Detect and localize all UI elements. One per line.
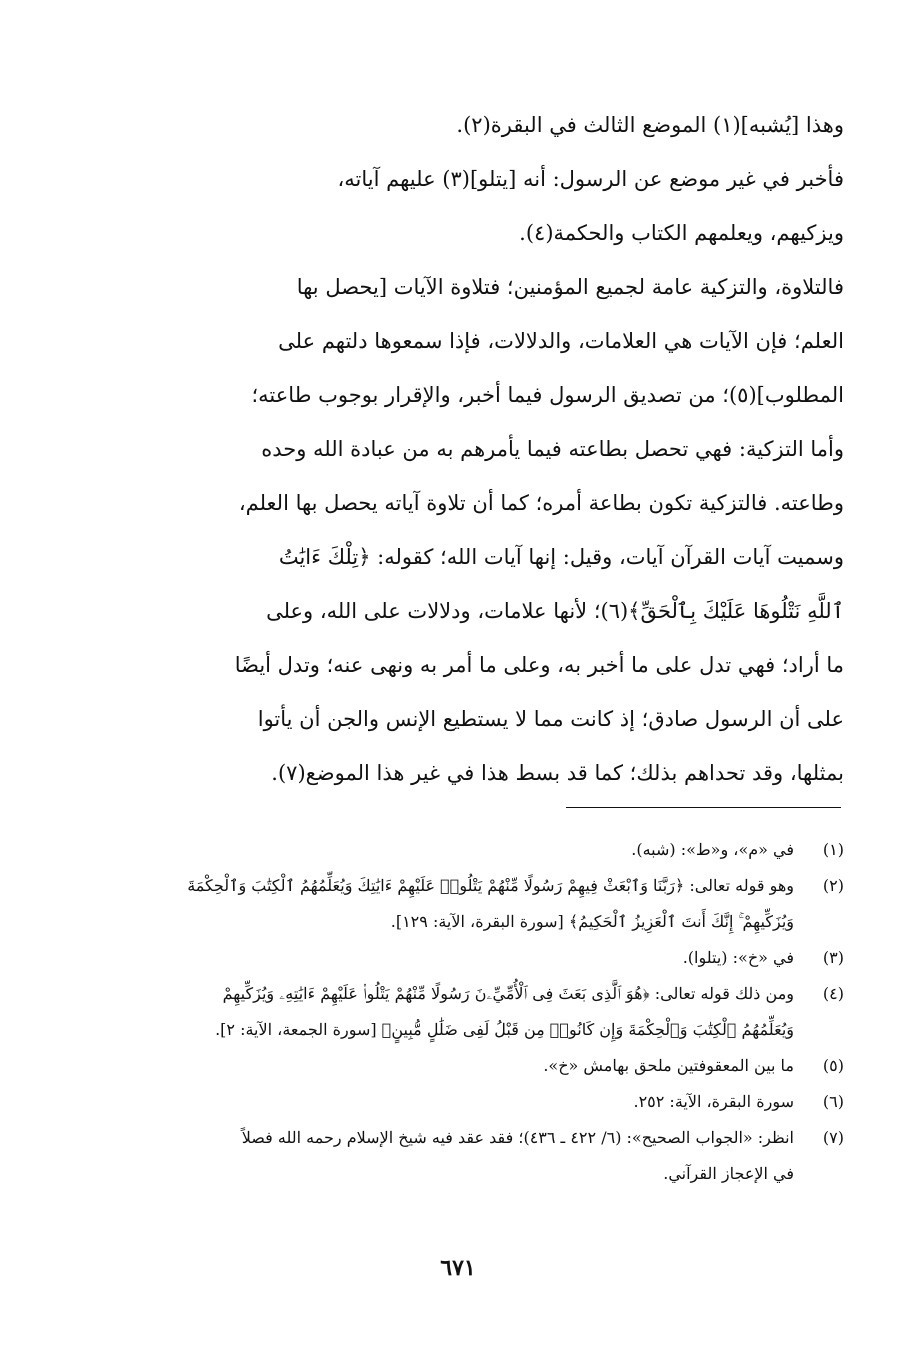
text-line: على أن الرسول صادق؛ إذ كانت مما لا يستطيع الإنس والجن أن يأتوا xyxy=(257,707,844,731)
footnote-6 xyxy=(72,1084,844,1120)
footnote-number: (٤) xyxy=(822,984,844,1003)
text-line: ٱللَّهِ نَتْلُوهَا عَلَيْكَ بِٱلْحَقِّ﴾(٦)؛ لأنها علامات، ودلالات على الله، وعلى xyxy=(266,599,844,623)
footnote-divider xyxy=(566,807,841,808)
text-line: فالتلاوة، والتزكية عامة لجميع المؤمنين؛ فتلاوة الآيات [يحصل بها xyxy=(296,275,844,299)
main-text xyxy=(72,98,844,800)
text-line: وسميت آيات القرآن آيات، وقيل: إنها آيات الله؛ كقوله: ﴿تِلْكَ ءَايَٰتُ xyxy=(278,545,844,569)
text-line: العلم؛ فإن الآيات هي العلامات، والدلالات، فإذا سمعوها دلتهم على xyxy=(278,329,844,353)
footnote-number: (٣) xyxy=(822,948,844,967)
footnotes xyxy=(72,832,844,1192)
text-line: فأخبر في غير موضع عن الرسول: أنه [يتلو](٣) عليهم آياته، xyxy=(337,167,844,191)
footnote-2 xyxy=(72,868,844,940)
text-line: بمثلها، وقد تحداهم بذلك؛ كما قد بسط هذا في غير هذا الموضع(٧). xyxy=(271,761,844,785)
footnote-number: (١) xyxy=(822,840,844,859)
footnote-1 xyxy=(72,832,844,868)
text-line: المطلوب](٥)؛ من تصديق الرسول فيما أخبر، والإقرار بوجوب طاعته؛ xyxy=(251,383,844,407)
footnote-text: ما بين المعقوفتين ملحق بهامش «خ». xyxy=(543,1056,794,1075)
footnote-number: (٦) xyxy=(822,1092,844,1111)
footnote-number: (٢) xyxy=(822,876,844,895)
footnote-4 xyxy=(72,976,844,1048)
footnote-3 xyxy=(72,940,844,976)
text-line: وطاعته. فالتزكية تكون بطاعة أمره؛ كما أن تلاوة آياته يحصل بها العلم، xyxy=(238,491,844,515)
page-number: ٦٧١ xyxy=(440,1255,476,1281)
footnote-number: (٧) xyxy=(822,1128,844,1147)
footnote-text: ومن ذلك قوله تعالى: ﴿هُوَ ٱلَّذِى بَعَثَ فِى ٱلْأُمِّيِّۦنَ رَسُولًا مِّنْهُمْ يَتْلُوا۟ عَلَيْهِمْ ءَايَٰتِهِۦ وَيُزَكِّيهِمْ xyxy=(222,984,794,1003)
text-line: وهذا [يُشبه](١) الموضع الثالث في البقرة(٢). xyxy=(456,113,844,137)
footnote-7 xyxy=(72,1120,844,1192)
footnote-number: (٥) xyxy=(822,1056,844,1075)
footnote-text: في «م»، و«ط»: (شبه). xyxy=(631,840,794,859)
text-line: ويزكيهم، ويعلمهم الكتاب والحكمة(٤). xyxy=(519,221,844,245)
footnote-text: وهو قوله تعالى: ﴿رَبَّنَا وَٱبْعَثْ فِيهِمْ رَسُولًا مِّنْهُمْ يَتْلُوا۟ عَلَيْهِمْ ءَايَٰتِكَ وَيُعَلِّمُهُمُ ٱلْكِتَٰبَ وَٱلْحِكْمَةَ xyxy=(187,876,794,895)
footnote-text: انظر: «الجواب الصحيح»: (٦/ ٤٢٢ ـ ٤٣٦)؛ فقد عقد فيه شيخ الإسلام رحمه الله فصلاً xyxy=(241,1128,794,1147)
footnote-text: وَيُزَكِّيهِمْ ۚ إِنَّكَ أَنتَ ٱلْعَزِيزُ ٱلْحَكِيمُ﴾ [سورة البقرة، الآية: ١٢٩]. xyxy=(390,912,794,931)
text-line: وأما التزكية: فهي تحصل بطاعته فيما يأمرهم به من عبادة الله وحده xyxy=(261,437,844,461)
footnote-text: وَيُعَلِّمُهُمُ ٱلْكِتَٰبَ وَٱلْحِكْمَةَ وَإِن كَانُوا۟ مِن قَبْلُ لَفِى ضَلَٰلٍ مُّبِينٍ﴾ [سورة الجمعة، الآية: ٢]. xyxy=(215,1020,794,1039)
footnote-5 xyxy=(72,1048,844,1084)
footnote-text: سورة البقرة، الآية: ٢٥٢. xyxy=(633,1092,794,1111)
footnote-text: في الإعجاز القرآني. xyxy=(663,1164,794,1183)
footnote-text: في «خ»: (يتلوا). xyxy=(682,948,794,967)
text-line: ما أراد؛ فهي تدل على ما أخبر به، وعلى ما أمر به ونهى عنه؛ وتدل أيضًا xyxy=(234,653,844,677)
